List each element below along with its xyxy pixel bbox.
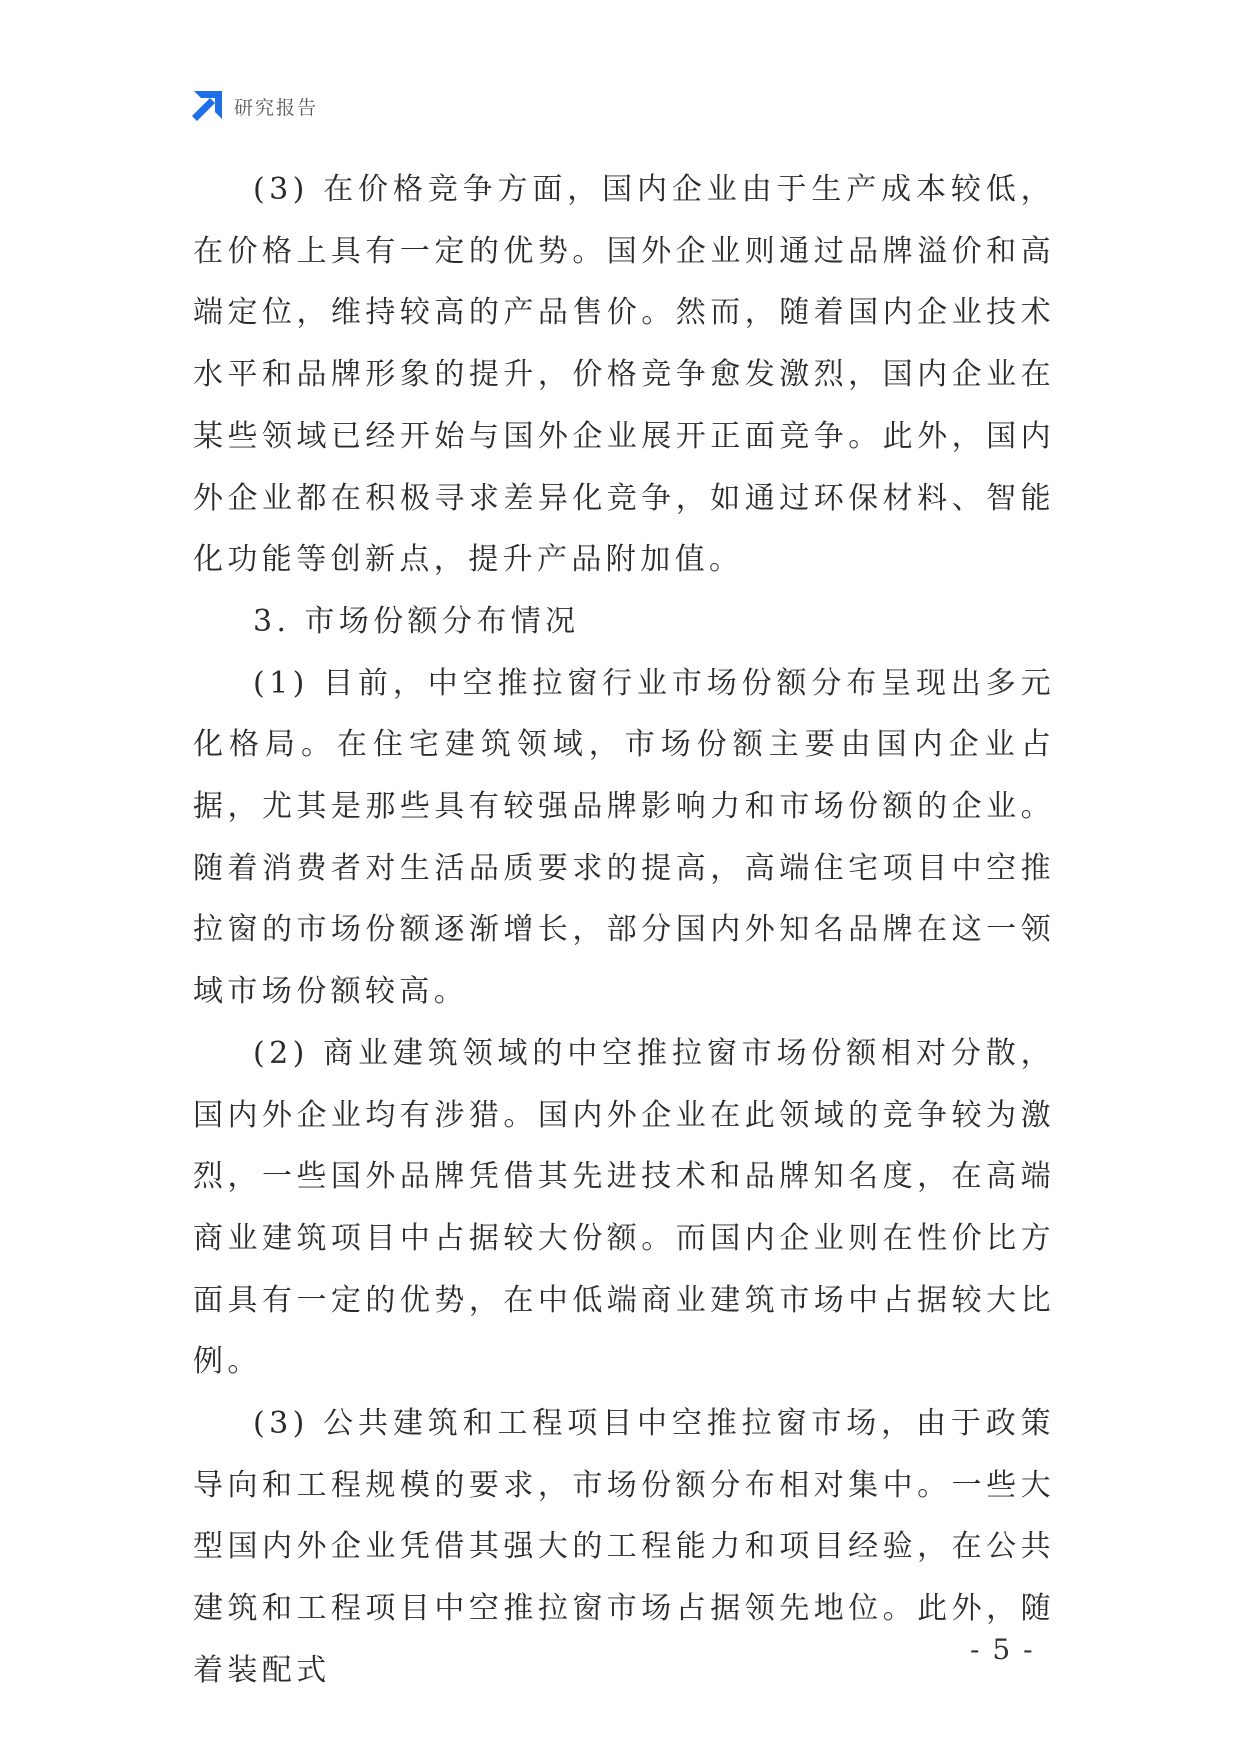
paragraph-commercial-market: (2) 商业建筑领域的中空推拉窗市场份额相对分散，国内外企业均有涉猎。国内外企业在此领域的竞争较为激烈，一些国外品牌凭借其先进技术和品牌知名度，在高端商业建筑项目中占据较大份额。而国内企业则在性价比方面具有一定的优势，在中低端商业建筑市场中占据较大比例。 [193,1035,1055,1380]
report-header-title: 研究报告 [234,96,319,119]
report-header [190,88,318,124]
document-body [193,159,1055,1702]
paragraph-residential-market: (1) 目前，中空推拉窗行业市场份额分布呈现出多元化格局。在住宅建筑领域，市场份额主要由国内企业占据，尤其是那些具有较强品牌影响力和市场份额的企业。随着消费者对生活品质要求的提高，高端住宅项目中空推拉窗的市场份额逐渐增长，部分国内外知名品牌在这一领域市场份额较高。 [193,665,1055,1010]
section-heading-market-share: 3. 市场份额分布情况 [253,603,580,639]
page-number: - 5 - [970,1633,1035,1666]
paragraph-price-competition: (3) 在价格竞争方面，国内企业由于生产成本较低，在价格上具有一定的优势。国外企业则通过品牌溢价和高端定位，维持较高的产品售价。然而，随着国内企业技术水平和品牌形象的提升，价格竞争愈发激烈，国内企业在某些领域已经开始与国外企业展开正面竞争。此外，国内外企业都在积极寻求差异化竞争，如通过环保材料、智能化功能等创新点，提升产品附加值。 [193,172,1055,578]
diagonal-arrow-logo-icon [190,89,224,123]
paragraph-public-market: (3) 公共建筑和工程项目中空推拉窗市场，由于政策导向和工程规模的要求，市场份额分布相对集中。一些大型国内外企业凭借其强大的工程能力和项目经验，在公共建筑和工程项目中空推拉窗市场占据领先地位。此外，随着装配式 [193,1406,1055,1688]
